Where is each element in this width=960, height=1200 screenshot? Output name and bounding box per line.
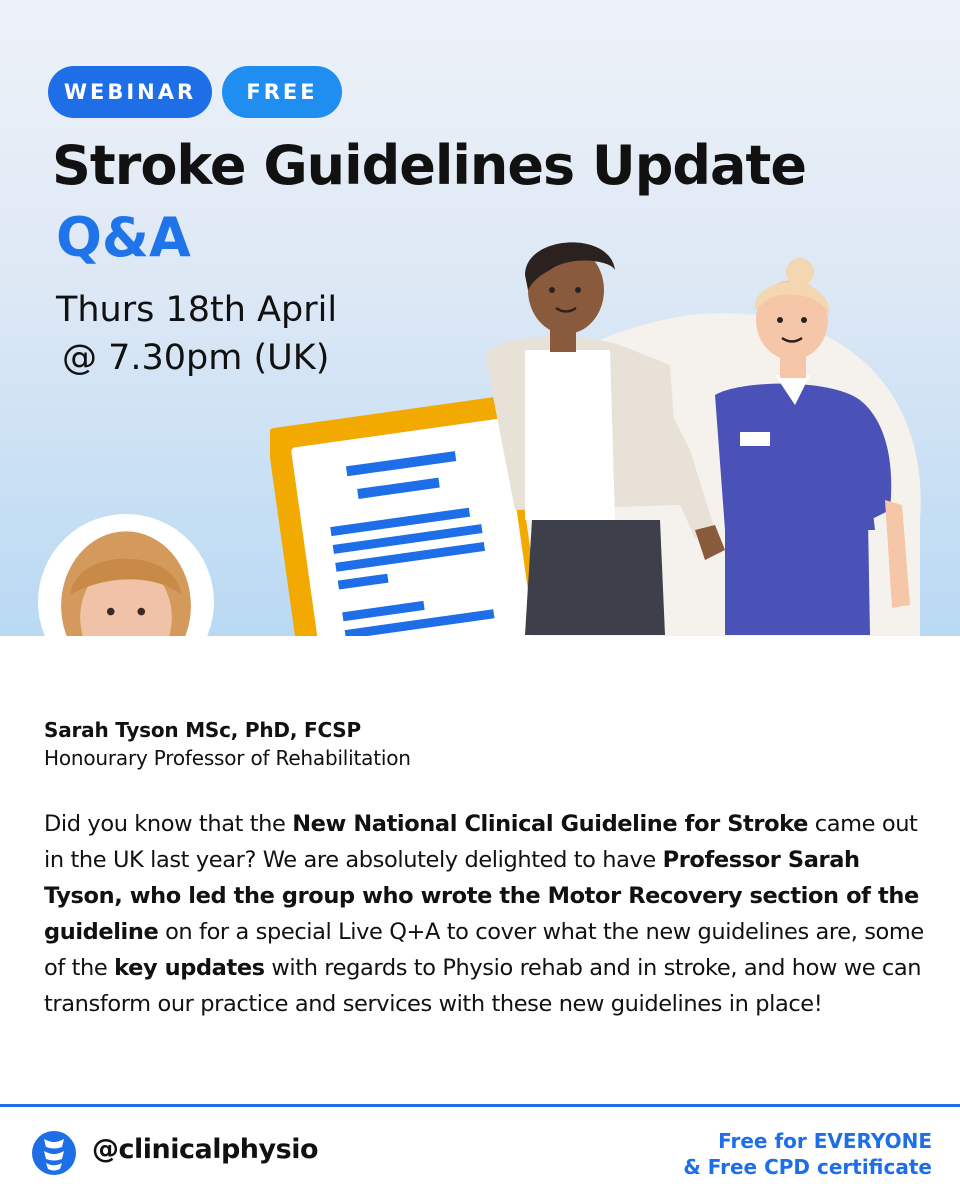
free-cta [683,1128,932,1180]
doctor-nurse-illustration [270,220,960,636]
event-date: Thurs 18th April [56,290,338,330]
badge-row [48,66,342,118]
social-handle[interactable]: @clinicalphysio [92,1134,318,1165]
free-badge: FREE [222,66,342,118]
speaker-avatar [38,514,214,636]
description-text: Did you know that the [44,811,293,837]
event-title: Stroke Guidelines Update [52,134,806,197]
description-text: with regards to Physio rehab and in stroke, and how we can transform our practice and services with these new guidelines in place! [44,955,922,1017]
description-highlight: key updates [114,955,265,981]
webinar-badge: WEBINAR [48,66,212,118]
speaker-name: Sarah Tyson MSc, PhD, FCSP [44,718,361,742]
content-area [0,636,960,1200]
event-description [44,806,924,1022]
description-text: on for a special Live Q+A to cover what the new guidelines are, some of the [44,919,924,981]
speaker-role: Honourary Professor of Rehabilitation [44,746,411,770]
description-highlight: Professor Sarah Tyson, who led the group who wrote the Motor Recovery section of the guideline [44,847,919,945]
description-text: came out in the UK last year? We are absolutely delighted to have [44,811,918,873]
cta-line2: & Free CPD certificate [683,1155,932,1179]
footer-divider [0,1104,960,1107]
event-time: @ 7.30pm (UK) [62,338,330,378]
spine-logo-icon [30,1129,78,1177]
event-subtitle: Q&A [56,206,191,269]
description-highlight: New National Clinical Guideline for Stroke [292,811,808,837]
cta-line1: Free for EVERYONE [718,1129,932,1153]
